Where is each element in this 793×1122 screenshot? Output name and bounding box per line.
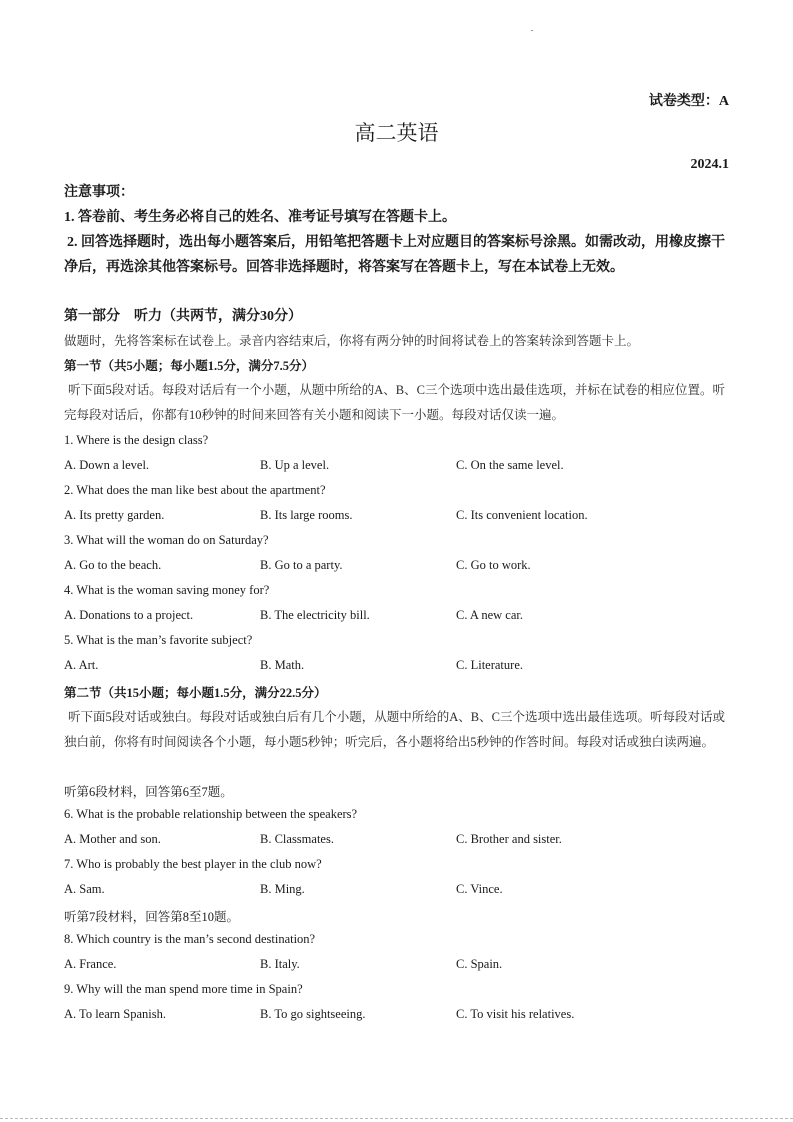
option-b: B. The electricity bill. [260,608,370,622]
part1-instruction: 做题时，先将答案标在试卷上。录音内容结束后，你将有两分钟的时间将试卷上的答案转涂到答题卡上。 [64,334,640,348]
question-text: 8. Which country is the man’s second destination? [64,932,316,946]
option-a: A. Its pretty garden. [64,508,165,522]
option-c: C. Its convenient location. [456,508,588,522]
section1-instruction: 听下面5段对话。每段对话后有一个小题，从题中所给的A、B、C三个选项中选出最佳选项，并标在试卷的相应位置。听完每段对话后，你都有10秒钟的时间来回答有关小题和阅读下一小题。每段对话仅读一遍。 [64,383,725,422]
question-text: 7. Who is probably the best player in the club now? [64,857,322,871]
option-b: B. Ming. [260,882,305,896]
option-a: A. Down a level. [64,458,150,472]
material-7-note: 听第7段材料，回答第8至10题。 [64,910,240,924]
section2-instruction: 听下面5段对话或独白。每段对话或独白后有几个小题，从题中所给的A、B、C三个选项中选出最佳选项。听每段对话或独白前，你将有时间阅读各个小题，每小题5秒钟；听完后，各小题将给出5秒钟的作答时间。每段对话或独白读两遍。 [64,710,725,749]
option-b: B. Its large rooms. [260,508,353,522]
option-b: B. Math. [260,658,305,672]
option-a: A. To learn Spanish. [64,1007,167,1021]
paper-type: 试卷类型：A [648,94,729,109]
page-bottom-rule [0,1118,793,1119]
option-c: C. On the same level. [456,458,564,472]
option-a: A. Mother and son. [64,832,161,846]
option-a: A. France. [64,957,117,971]
option-b: B. Classmates. [260,832,334,846]
question-text: 3. What will the woman do on Saturday? [64,533,269,547]
option-c: C. Go to work. [456,558,531,572]
option-b: B. Up a level. [260,458,330,472]
option-b: B. Go to a party. [260,558,343,572]
section1-heading: 第一节（共5小题；每小题1.5分，满分7.5分） [64,359,315,373]
option-b: B. To go sightseeing. [260,1007,366,1021]
exam-date: 2024.1 [690,157,729,172]
option-a: A. Go to the beach. [64,558,162,572]
option-a: A. Art. [64,658,99,672]
part1-heading: 第一部分 听力（共两节，满分30分） [64,309,302,324]
question-text: 5. What is the man’s favorite subject? [64,633,253,647]
question-text: 4. What is the woman saving money for? [64,583,270,597]
option-c: C. Spain. [456,957,503,971]
section2-heading: 第二节（共15小题；每小题1.5分，满分22.5分） [64,686,327,700]
option-b: B. Italy. [260,957,300,971]
notice-item-1: 1. 答卷前、考生务必将自己的姓名、准考证号填写在答题卡上。 [64,210,456,225]
question-text: 6. What is the probable relationship between the speakers? [64,807,358,821]
scan-dot [531,30,533,31]
option-c: C. A new car. [456,608,524,622]
material-6-note: 听第6段材料，回答第6至7题。 [64,785,233,799]
option-c: C. Vince. [456,882,503,896]
notice-heading: 注意事项： [64,185,134,200]
option-c: C. Literature. [456,658,523,672]
question-text: 9. Why will the man spend more time in Spain? [64,982,303,996]
option-c: C. Brother and sister. [456,832,562,846]
question-text: 2. What does the man like best about the apartment? [64,483,326,497]
page-title: 高二英语 [354,121,439,145]
question-text: 1. Where is the design class? [64,433,209,447]
option-a: A. Sam. [64,882,105,896]
notice-item-2: 2. 回答选择题时，选出每小题答案后，用铅笔把答题卡上对应题目的答案标号涂黑。如需改动，用橡皮擦干净后，再选涂其他答案标号。回答非选择题时，将答案写在答题卡上，写在本试卷上无效。 [64,235,725,275]
option-c: C. To visit his relatives. [456,1007,575,1021]
option-a: A. Donations to a project. [64,608,194,622]
